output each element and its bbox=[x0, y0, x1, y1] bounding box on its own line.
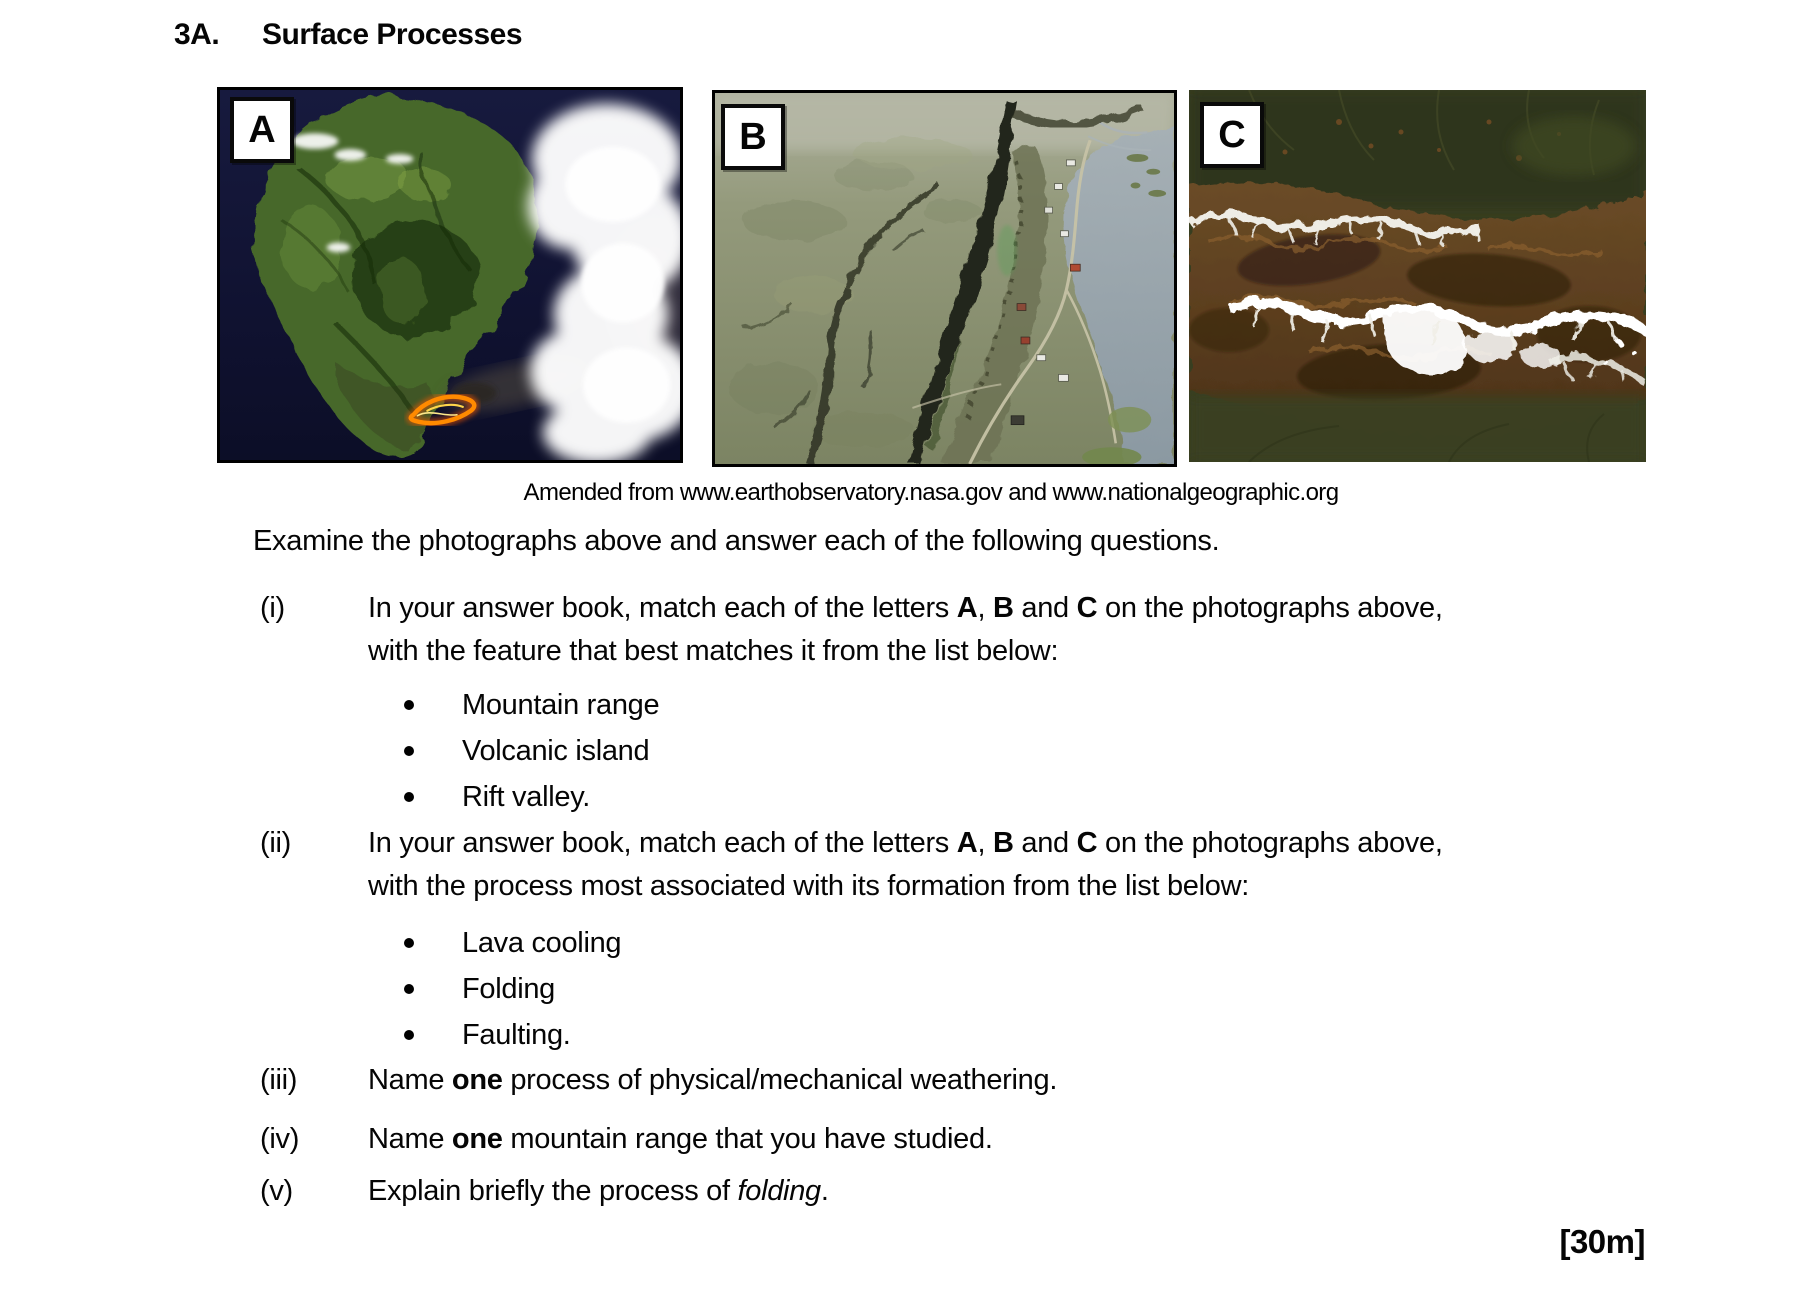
bullet-icon bbox=[404, 700, 414, 710]
question-iii-text: Name one process of physical/mechanical weathering. bbox=[368, 1064, 1058, 1096]
list-item-label: Faulting. bbox=[462, 1018, 571, 1051]
list-item-label: Volcanic island bbox=[462, 734, 650, 767]
list-item bbox=[404, 774, 659, 820]
photo-label-c bbox=[1200, 102, 1264, 168]
list-item bbox=[404, 920, 621, 966]
marks-badge: [30m] bbox=[1559, 1223, 1645, 1260]
bullet-icon bbox=[404, 1030, 414, 1040]
section-number: 3A. bbox=[174, 18, 220, 51]
list-item-label: Lava cooling bbox=[462, 926, 622, 959]
photo-label-a bbox=[230, 97, 294, 163]
process-list bbox=[404, 920, 621, 1058]
question-ii-number: (ii) bbox=[260, 827, 292, 859]
page-title: Surface Processes bbox=[262, 18, 523, 51]
photo-source-caption: Amended from www.earthobservatory.nasa.gov and www.nationalgeographic.org bbox=[523, 479, 1339, 506]
list-item-label: Mountain range bbox=[462, 688, 660, 721]
photo-label-c-text: C bbox=[1218, 113, 1246, 156]
question-v bbox=[260, 1170, 1658, 1213]
question-iv bbox=[260, 1118, 1658, 1161]
question-ii bbox=[260, 822, 1658, 908]
question-iv-number: (iv) bbox=[260, 1123, 300, 1155]
intro-sentence: Examine the photographs above and answer each of the following questions. bbox=[253, 525, 1220, 557]
list-item bbox=[404, 966, 621, 1012]
list-item-label: Rift valley. bbox=[462, 780, 591, 813]
photo-label-a-text: A bbox=[248, 108, 276, 151]
bullet-icon bbox=[404, 746, 414, 756]
photo-label-b-text: B bbox=[739, 115, 767, 158]
bullet-icon bbox=[404, 984, 414, 994]
bullet-icon bbox=[404, 792, 414, 802]
question-iii bbox=[260, 1059, 1658, 1102]
question-i-text: In your answer book, match each of the letters A, B and C on the photographs above, with the feature that best matches it from the list below: bbox=[368, 592, 1443, 667]
question-i bbox=[260, 587, 1658, 673]
feature-list bbox=[404, 682, 659, 820]
bullet-icon bbox=[404, 938, 414, 948]
list-item bbox=[404, 728, 659, 774]
question-iv-text: Name one mountain range that you have studied. bbox=[368, 1123, 993, 1155]
list-item bbox=[404, 682, 659, 728]
question-v-number: (v) bbox=[260, 1175, 293, 1207]
question-i-number: (i) bbox=[260, 592, 285, 624]
question-iii-number: (iii) bbox=[260, 1064, 298, 1096]
question-v-text: Explain briefly the process of folding. bbox=[368, 1175, 829, 1207]
list-item bbox=[404, 1012, 621, 1058]
question-ii-text: In your answer book, match each of the letters A, B and C on the photographs above, with the process most associated with its formation from the list below: bbox=[368, 827, 1443, 902]
photo-label-b bbox=[721, 104, 785, 170]
list-item-label: Folding bbox=[462, 972, 556, 1005]
